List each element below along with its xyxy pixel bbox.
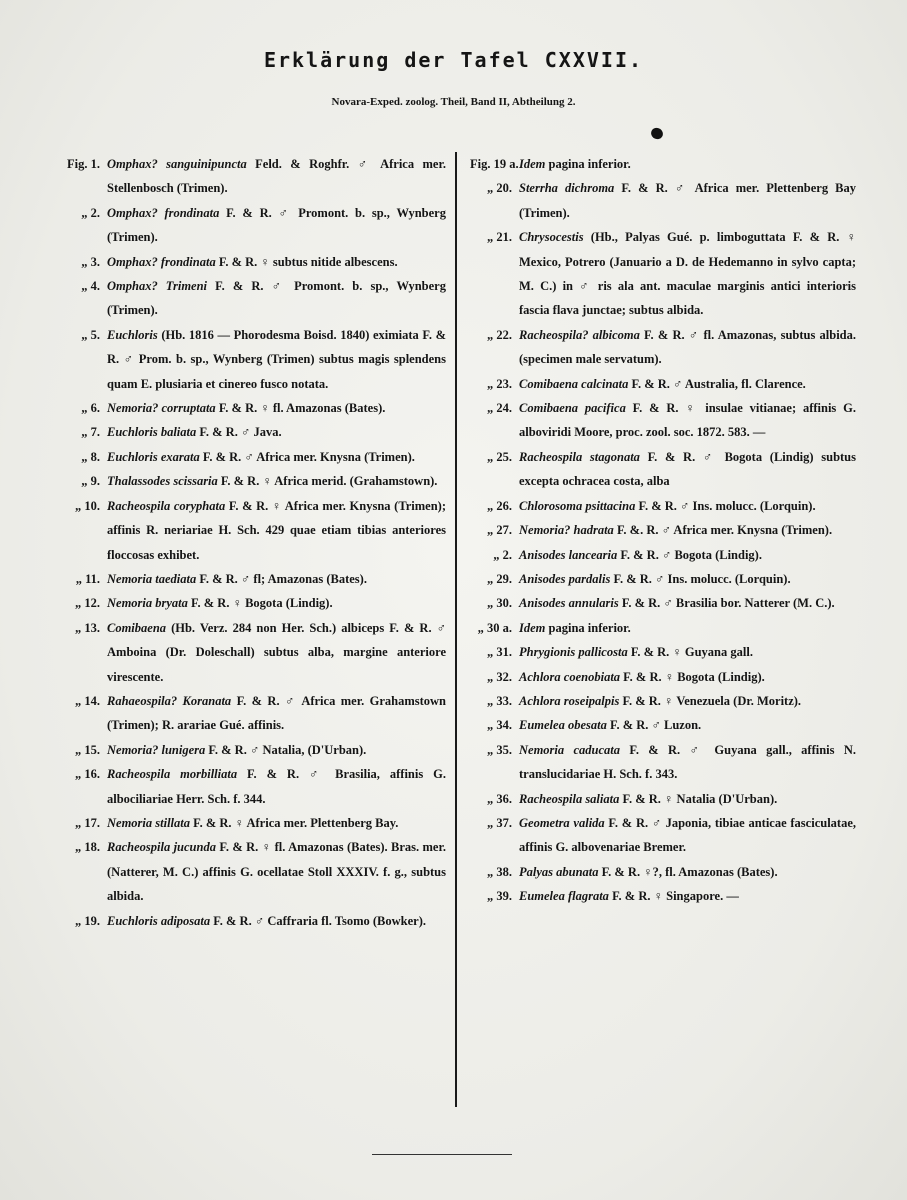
- page-subtitle: Novara-Exped. zoolog. Theil, Band II, Abtheilung 2.: [331, 96, 576, 108]
- figure-description: [107, 323, 446, 396]
- species-name: Nemoria bryata: [107, 596, 188, 611]
- species-name: Nemoria caducata: [519, 742, 620, 757]
- figure-number: „ 12.: [75, 596, 100, 611]
- figure-entry: [58, 738, 446, 762]
- species-name: Nemoria taediata: [107, 571, 197, 586]
- figure-description: [107, 445, 446, 469]
- figure-number: „ 2.: [81, 205, 100, 220]
- right-column: [470, 152, 856, 909]
- figure-entry: [470, 689, 856, 713]
- figure-details: F. & R. ♂ Ins. molucc. (Lorquin).: [635, 498, 816, 513]
- figure-entry: [470, 713, 856, 737]
- figure-number: „ 3.: [81, 254, 100, 269]
- figure-number: „ 22.: [487, 327, 512, 342]
- figure-description: [519, 176, 856, 225]
- species-name: Chlorosoma psittacina: [519, 498, 636, 513]
- figure-details: F. &. R. ♂ Africa mer. Knysna (Trimen).: [613, 523, 833, 538]
- figure-description: [519, 543, 856, 567]
- figure-description: [519, 323, 856, 372]
- figure-number: „ 11.: [75, 571, 100, 586]
- figure-entry: [470, 640, 856, 664]
- figure-number: „ 23.: [487, 376, 512, 391]
- figure-number: „ 34.: [487, 718, 512, 733]
- figure-details: F. & R. ♀ Africa mer. Plettenberg Bay.: [190, 815, 399, 830]
- species-name: Racheospila saliata: [519, 791, 620, 806]
- figure-entry: [58, 591, 446, 615]
- figure-number: „ 15.: [75, 742, 100, 757]
- figure-entry: [58, 396, 446, 420]
- figure-details: F. & R. ♀?, fl. Amazonas (Bates).: [598, 864, 778, 879]
- figure-description: [519, 689, 856, 713]
- figure-details: F. & R. ♀ Bogota (Lindig).: [620, 669, 765, 684]
- species-name: Euchloris exarata: [107, 449, 200, 464]
- figure-number: „ 30 a.: [477, 620, 512, 635]
- figure-description: [519, 152, 856, 176]
- species-name: Racheospila stagonata: [519, 449, 640, 464]
- species-name: Achlora roseipalpis: [519, 693, 620, 708]
- species-name: Comibaena: [107, 620, 167, 635]
- species-name: Racheospila morbilliata: [107, 767, 238, 782]
- figure-number: „ 35.: [487, 742, 512, 757]
- figure-description: [107, 762, 446, 811]
- figure-details: F. & R. ♂ Caffraria fl. Tsomo (Bowker).: [210, 913, 426, 928]
- figure-description: [107, 201, 446, 250]
- figure-entry: [58, 689, 446, 738]
- species-name: Idem: [519, 157, 546, 171]
- figure-description: [519, 665, 856, 689]
- figure-details: F. & R. ♂ Java.: [196, 425, 282, 440]
- figure-description: [107, 567, 446, 591]
- figure-entry: [470, 225, 856, 323]
- figure-description: [519, 518, 856, 542]
- figure-details: F. & R. ♂ fl. Amazonas, subtus albida. (specimen male servatum).: [519, 327, 856, 367]
- figure-entry: [470, 567, 856, 591]
- figure-description: [107, 396, 446, 420]
- figure-description: [519, 445, 856, 494]
- figure-number: „ 9.: [81, 474, 100, 489]
- species-name: Idem: [519, 620, 546, 635]
- figure-entry: [470, 372, 856, 396]
- figure-details: F. & R. ♀ Venezuela (Dr. Moritz).: [619, 693, 802, 708]
- figure-details: pagina inferior.: [545, 620, 631, 635]
- figure-entry: [58, 494, 446, 567]
- species-name: Omphax? Trimeni: [107, 279, 208, 294]
- figure-number: „ 38.: [487, 864, 512, 879]
- figure-details: F. & R. ♀ Natalia (D'Urban).: [619, 791, 778, 806]
- species-name: Geometra valida: [519, 815, 605, 830]
- species-name: Anisodes annularis: [519, 596, 619, 611]
- species-name: Achlora coenobiata: [519, 669, 621, 684]
- figure-entry: [470, 787, 856, 811]
- column-divider: [455, 152, 457, 1107]
- figure-entry: [58, 250, 446, 274]
- figure-number: „ 8.: [81, 449, 100, 464]
- footer-rule: [372, 1154, 512, 1155]
- figure-description: [107, 152, 446, 201]
- figure-number: Fig. 19 a.: [470, 157, 519, 171]
- figure-details: F. & R. ♂ Brasilia bor. Natterer (M. C.).: [618, 596, 835, 611]
- figure-entry: [470, 811, 856, 860]
- species-name: Nemoria stillata: [107, 815, 190, 830]
- figure-description: [519, 494, 856, 518]
- figure-number: „ 39.: [487, 889, 512, 904]
- figure-description: [107, 616, 446, 689]
- figure-number: „ 6.: [81, 401, 100, 416]
- figure-number: „ 29.: [487, 571, 512, 586]
- species-name: Palyas abunata: [519, 864, 599, 879]
- figure-entry: [470, 323, 856, 372]
- figure-number: „ 7.: [81, 425, 100, 440]
- figure-details: F. & R. ♂ Natalia, (D'Urban).: [205, 742, 367, 757]
- figure-entry: [470, 494, 856, 518]
- figure-entry: [470, 738, 856, 787]
- figure-details: F. & R. ♂ Ins. molucc. (Lorquin).: [610, 571, 791, 586]
- species-name: Euchloris baliata: [107, 425, 197, 440]
- figure-details: F. & R. ♀ Singapore. —: [608, 889, 739, 904]
- figure-details: F. & R. ♂ Bogota (Lindig) subtus excepta ochracea costa, alba: [519, 449, 856, 489]
- figure-description: [107, 420, 446, 444]
- figure-details: F. & R. ♂ Promont. b. sp., Wynberg (Trimen).: [107, 205, 446, 245]
- figure-description: [107, 591, 446, 615]
- species-name: Euchloris adiposata: [107, 913, 211, 928]
- figure-entry: [58, 811, 446, 835]
- figure-entry: [470, 445, 856, 494]
- figure-details: F. & R. ♀ fl. Amazonas (Bates).: [215, 401, 386, 416]
- species-name: Racheospila? albicoma: [519, 327, 640, 342]
- species-name: Omphax? sanguinipuncta: [107, 157, 247, 171]
- figure-details: F. & R. ♀ insulae vitianae; affinis G. alboviridi Moore, proc. zool. soc. 1872. 583. —: [519, 401, 856, 440]
- figure-number: „ 13.: [75, 620, 100, 635]
- figure-number: „ 31.: [487, 645, 512, 660]
- figure-number: „ 24.: [487, 401, 512, 416]
- figure-details: F. & R. ♂ Guyana gall., affinis N. translucidariae H. Sch. f. 343.: [519, 742, 856, 782]
- figure-number: „ 26.: [487, 498, 512, 513]
- species-name: Sterrha dichroma: [519, 181, 615, 196]
- figure-entry: [58, 835, 446, 908]
- figure-details: F. & R. ♀ subtus nitide albescens.: [215, 254, 398, 269]
- figure-details: F. & R. ♀ Guyana gall.: [627, 645, 753, 660]
- figure-number: „ 2.: [493, 547, 512, 562]
- species-name: Comibaena pacifica: [519, 401, 626, 416]
- figure-details: Feld. & Roghfr. ♂ Africa mer. Stellenbosch (Trimen).: [107, 157, 446, 196]
- figure-description: [519, 713, 856, 737]
- species-name: Racheospila coryphata: [107, 498, 226, 513]
- figure-description: [107, 909, 446, 933]
- species-name: Phrygionis pallicosta: [519, 645, 628, 660]
- figure-description: [519, 225, 856, 323]
- figure-details: F. & R. ♂ Africa mer. Plettenberg Bay (Trimen).: [519, 181, 856, 220]
- species-name: Nemoria? hadrata: [519, 523, 614, 538]
- figure-description: [519, 396, 856, 445]
- figure-number: „ 30.: [487, 596, 512, 611]
- figure-details: F. & R. ♂ Japonia, tibiae anticae fasciculatae, affinis G. albovenariae Bremer.: [519, 815, 857, 855]
- figure-description: [519, 616, 856, 640]
- figure-number: „ 37.: [487, 815, 512, 830]
- species-name: Nemoria? corruptata: [107, 401, 216, 416]
- figure-number: „ 32.: [487, 669, 512, 684]
- figure-entry: [58, 201, 446, 250]
- figure-description: [519, 811, 856, 860]
- figure-entry: [58, 567, 446, 591]
- figure-details: F. & R. ♂ Promont. b. sp., Wynberg (Trimen).: [107, 279, 446, 318]
- figure-number: „ 25.: [487, 449, 512, 464]
- figure-description: [107, 835, 446, 908]
- species-name: Thalassodes scissaria: [107, 474, 218, 489]
- figure-number: „ 16.: [75, 767, 100, 782]
- figure-entry: [470, 176, 856, 225]
- figure-number: „ 18.: [75, 840, 100, 855]
- figure-details: (Hb. Verz. 284 non Her. Sch.) albiceps F. & R. ♂ Amboina (Dr. Doleschall) subtus alba, margine anteriore virescente.: [107, 620, 446, 684]
- figure-entry: [470, 616, 856, 640]
- figure-description: [107, 469, 446, 493]
- figure-details: (Hb. 1816 — Phorodesma Boisd. 1840) eximiata F. & R. ♂ Prom. b. sp., Wynberg (Trimen) subtus magis splendens quam E. plusiaria et cinereo fusco notata.: [107, 327, 446, 391]
- figure-details: F. & R. ♂ Luzon.: [606, 718, 702, 733]
- figure-description: [107, 689, 446, 738]
- species-name: Comibaena calcinata: [519, 376, 629, 391]
- figure-entry: [58, 616, 446, 689]
- figure-entry: [58, 445, 446, 469]
- figure-description: [519, 640, 856, 664]
- species-name: Anisodes pardalis: [519, 571, 611, 586]
- figure-description: [519, 860, 856, 884]
- figure-number: „ 20.: [487, 181, 512, 196]
- figure-details: F. & R. ♂ Africa mer. Knysna (Trimen).: [199, 449, 415, 464]
- figure-entry: [58, 152, 446, 201]
- figure-details: (Hb., Palyas Gué. p. limboguttata F. & R. ♀ Mexico, Potrero (Januario a D. de Hedemanno in sylvo capta; M. C.) in ♂ ris ala ant. maculae marginis antici interioris fascia flava junctae; subtus albida.: [519, 230, 856, 318]
- species-name: Racheospila jucunda: [107, 840, 216, 855]
- figure-details: pagina inferior.: [545, 157, 631, 171]
- figure-number: „ 36.: [487, 791, 512, 806]
- ink-blot: [649, 126, 665, 142]
- figure-details: F. & R. ♂ Bogota (Lindig).: [617, 547, 762, 562]
- figure-details: F. & R. ♀ Africa merid. (Grahamstown).: [217, 474, 438, 489]
- species-name: Anisodes lancearia: [519, 547, 618, 562]
- page-title: Erklärung der Tafel CXXVII.: [263, 48, 644, 72]
- figure-entry: [470, 860, 856, 884]
- species-name: Chrysocestis: [519, 230, 584, 245]
- figure-description: [107, 811, 446, 835]
- figure-entry: [470, 518, 856, 542]
- figure-entry: [58, 909, 446, 933]
- figure-number: „ 4.: [81, 279, 100, 294]
- species-name: Eumelea flagrata: [519, 889, 609, 904]
- figure-description: [519, 591, 856, 615]
- figure-description: [107, 274, 446, 323]
- species-name: Euchloris: [107, 327, 158, 342]
- figure-description: [519, 567, 856, 591]
- figure-number: „ 14.: [75, 693, 100, 708]
- species-name: Rahaeospila? Koranata: [107, 693, 232, 708]
- figure-number: „ 10.: [75, 498, 100, 513]
- figure-entry: [58, 762, 446, 811]
- figure-description: [107, 738, 446, 762]
- figure-number: „ 27.: [487, 523, 512, 538]
- figure-number: Fig. 1.: [67, 157, 100, 171]
- figure-entry: [58, 469, 446, 493]
- figure-details: F. & R. ♂ fl; Amazonas (Bates).: [196, 571, 367, 586]
- left-column: [58, 152, 446, 933]
- figure-details: F. & R. ♀ Africa mer. Knysna (Trimen); affinis R. neriariae H. Sch. 429 quae etiam tibias anteriores floccosas exhibet.: [107, 498, 446, 562]
- figure-entry: [470, 543, 856, 567]
- figure-number: „ 5.: [81, 327, 100, 342]
- figure-number: „ 21.: [487, 230, 512, 245]
- figure-entry: [58, 274, 446, 323]
- figure-description: [519, 884, 856, 908]
- figure-description: [519, 372, 856, 396]
- figure-description: [107, 250, 446, 274]
- figure-details: F. & R. ♀ fl. Amazonas (Bates). Bras. mer. (Natterer, M. C.) affinis G. ocellatae Stoll XXXIV. f. g., subtus albida.: [107, 840, 446, 904]
- figure-number: „ 33.: [487, 693, 512, 708]
- figure-number: „ 17.: [75, 815, 100, 830]
- figure-description: [519, 738, 856, 787]
- species-name: Nemoria? lunigera: [107, 742, 206, 757]
- figure-entry: [470, 665, 856, 689]
- figure-details: F. & R. ♂ Africa mer. Grahamstown (Trimen); R. arariae Gué. affinis.: [107, 693, 447, 733]
- figure-description: [519, 787, 856, 811]
- figure-entry: [470, 884, 856, 908]
- figure-entry: [470, 152, 856, 176]
- figure-description: [107, 494, 446, 567]
- species-name: Omphax? frondinata: [107, 205, 220, 220]
- figure-entry: [58, 323, 446, 396]
- figure-entry: [58, 420, 446, 444]
- figure-entry: [470, 591, 856, 615]
- species-name: Omphax? frondinata: [107, 254, 216, 269]
- figure-entry: [470, 396, 856, 445]
- figure-details: F. & R. ♂ Brasilia, affinis G. albociliariae Herr. Sch. f. 344.: [107, 767, 446, 806]
- figure-number: „ 19.: [75, 913, 100, 928]
- figure-details: F. & R. ♀ Bogota (Lindig).: [187, 596, 333, 611]
- species-name: Eumelea obesata: [519, 718, 607, 733]
- figure-details: F. & R. ♂ Australia, fl. Clarence.: [628, 376, 806, 391]
